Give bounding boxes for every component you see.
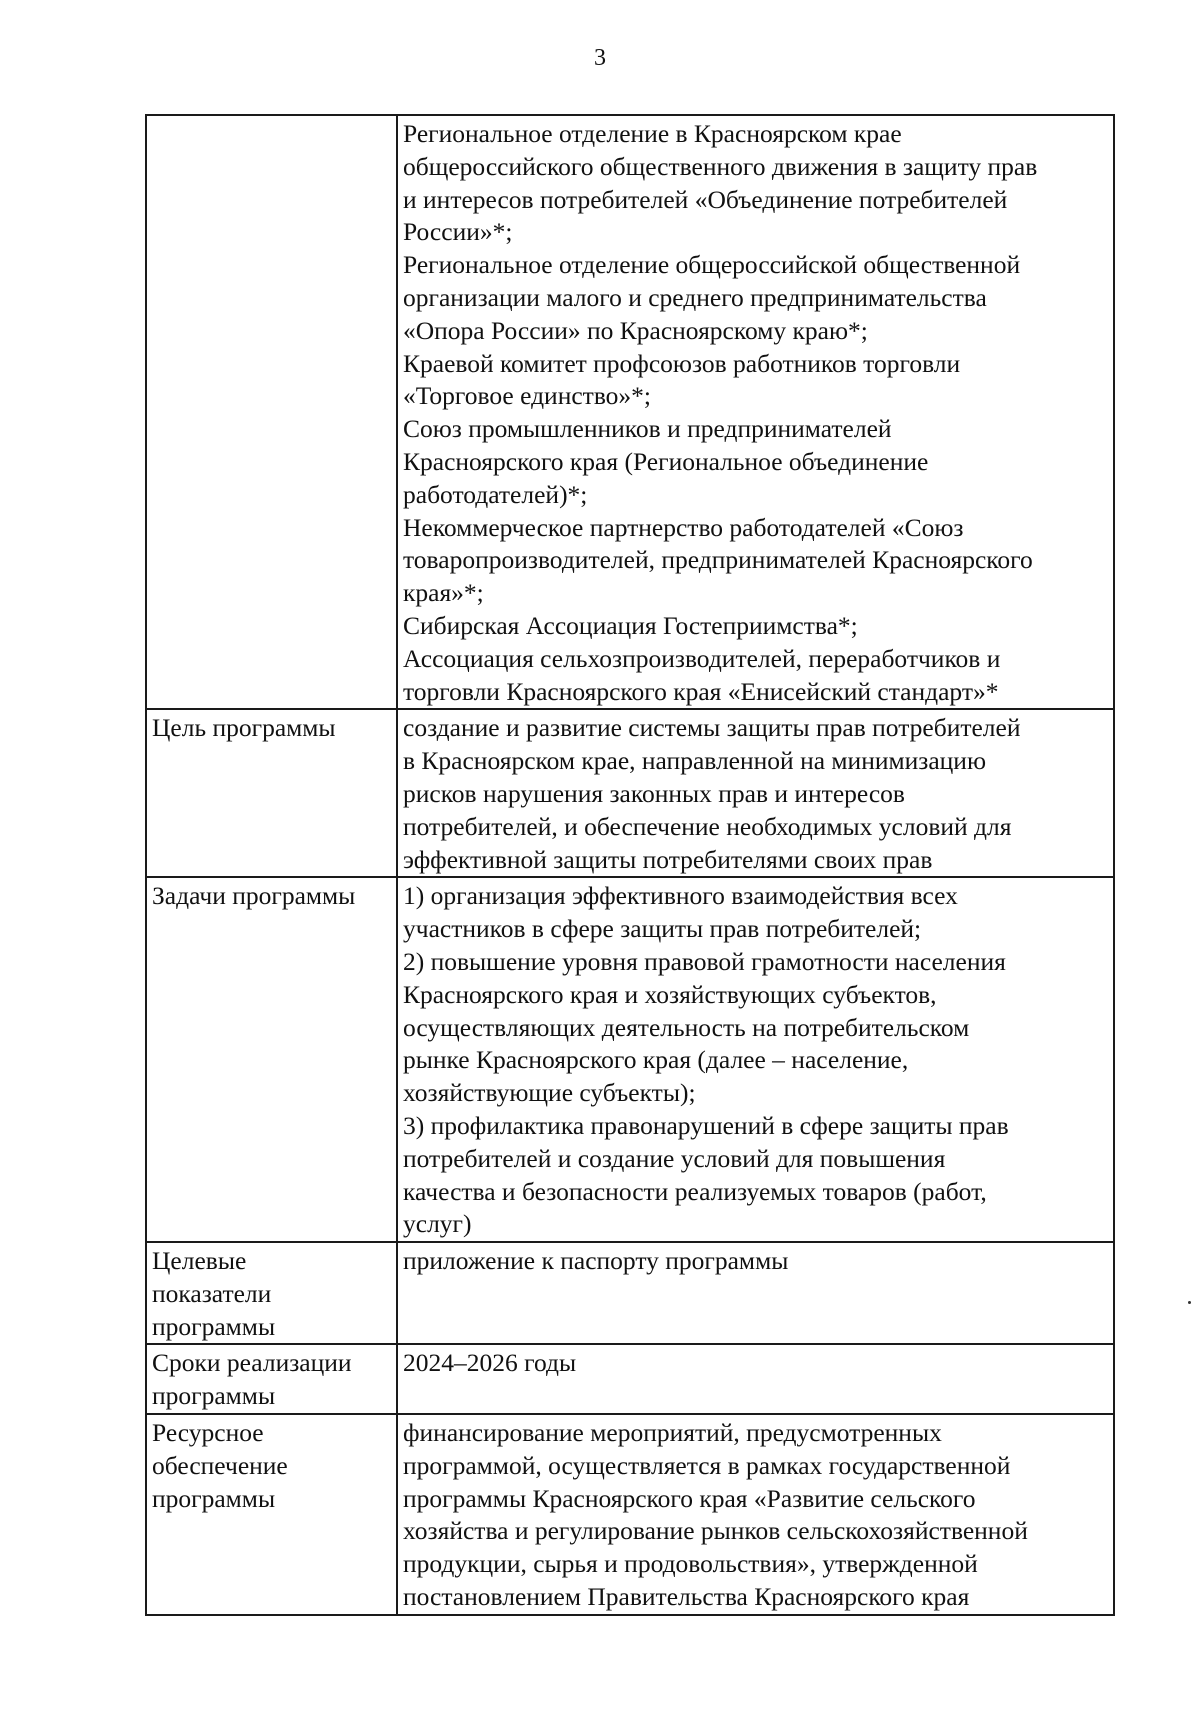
table-row-resource-support [146, 1414, 1114, 1615]
table-row-participants [146, 115, 1114, 709]
row-value: финансирование мероприятий, предусмотренных программой, осуществляется в рамках государственной программы Красноярского края «Развитие сельского хозяйства и регулирование рынков сельскохозяйственной продукции, сырья и продовольствия», утвержденной постановлением Правительства Красноярского края [397, 1414, 1114, 1615]
row-value: приложение к паспорту программы [397, 1242, 1114, 1344]
row-label: Цель программы [146, 709, 397, 877]
page-number: 3 [594, 45, 606, 71]
table-row-target-indicators [146, 1242, 1114, 1344]
row-value: Региональное отделение в Красноярском крае общероссийского общественного движения в защиту прав и интересов потребителей «Объединение потребителей России»*; Региональное отделение общероссийской общественной организации малого и среднего предпринимательства «Опора России» по Красноярскому краю*; Краевой комитет профсоюзов работников торговли «Торговое единство»*; Союз промышленников и предпринимателей Красноярского края (Региональное объединение работодателей)*; Некоммерческое партнерство работодателей «Союз товаропроизводителей, предпринимателей Красноярского края»*; Сибирская Ассоциация Гостеприимства*; Ассоциация сельхозпроизводителей, переработчиков и торговли Красноярского края «Енисейский стандарт»* [397, 115, 1114, 709]
scan-speck [1188, 1301, 1191, 1304]
row-label: Задачи программы [146, 877, 397, 1242]
program-passport-table [145, 114, 1115, 1616]
table-row-implementation-period [146, 1344, 1114, 1414]
row-label [146, 115, 397, 709]
row-label: Сроки реализации программы [146, 1344, 397, 1414]
row-label: Ресурсное обеспечение программы [146, 1414, 397, 1615]
row-value: создание и развитие системы защиты прав потребителей в Красноярском крае, направленной на минимизацию рисков нарушения законных прав и интересов потребителей, и обеспечение необходимых условий для эффективной защиты потребителями своих прав [397, 709, 1114, 877]
table-row-program-tasks [146, 877, 1114, 1242]
row-label: Целевые показатели программы [146, 1242, 397, 1344]
row-value: 1) организация эффективного взаимодействия всех участников в сфере защиты прав потребителей; 2) повышение уровня правовой грамотности населения Красноярского края и хозяйствующих субъектов, осуществляющих деятельность на потребительском рынке Красноярского края (далее – население, хозяйствующие субъекты); 3) профилактика правонарушений в сфере защиты прав потребителей и создание условий для повышения качества и безопасности реализуемых товаров (работ, услуг) [397, 877, 1114, 1242]
row-value: 2024–2026 годы [397, 1344, 1114, 1414]
table-row-program-goal [146, 709, 1114, 877]
